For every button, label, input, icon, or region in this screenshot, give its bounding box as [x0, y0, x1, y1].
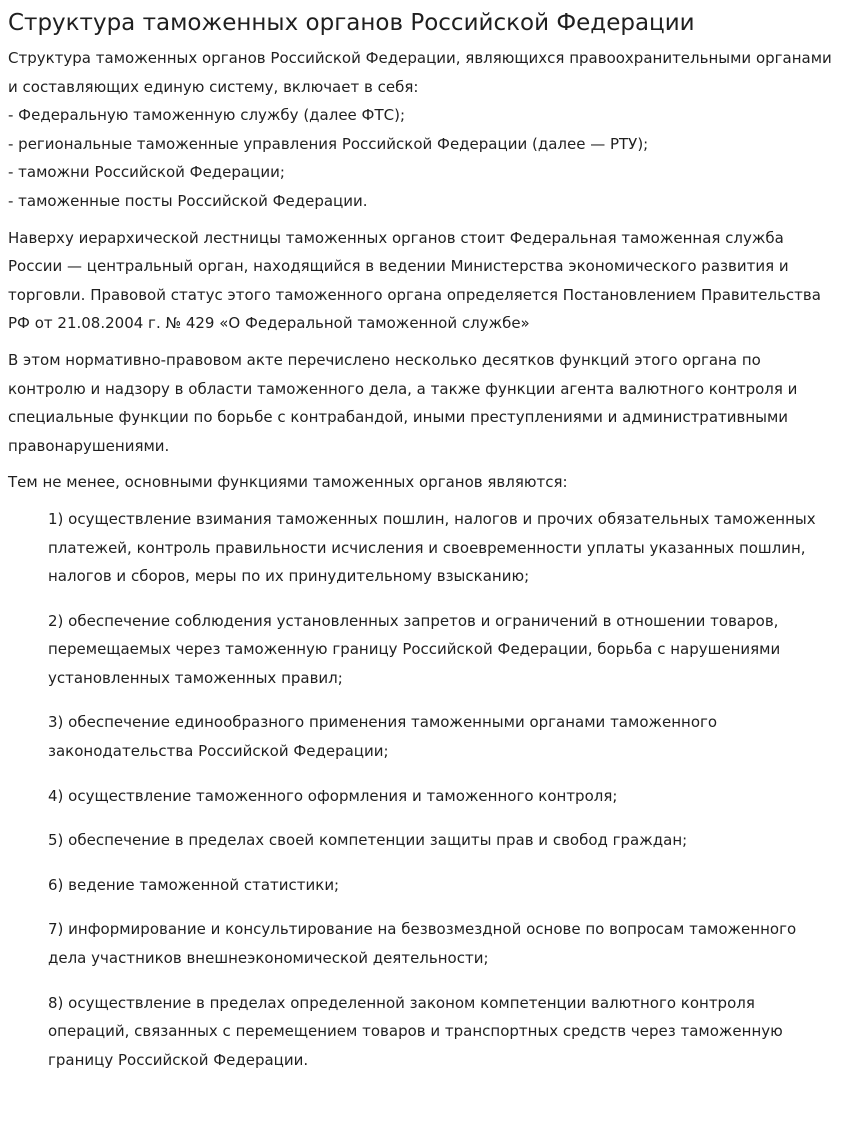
paragraph-main-functions-lead: Тем не менее, основными функциями таможенных органов являются:: [8, 473, 568, 492]
function-item: 3) обеспечение единообразного применения таможенными органами таможенного законодательства Российской Федерации;: [48, 713, 718, 761]
intro-paragraph: [8, 44, 839, 216]
function-item: 2) обеспечение соблюдения установленных запретов и ограничений в отношении товаров, перемещаемых через таможенную границу Российской Федерации, борьба с нарушениями установленных таможенных правил;: [48, 611, 781, 687]
intro-item-customs: - таможни Российской Федерации;: [8, 163, 285, 182]
intro-lead: Структура таможенных органов Российской Федерации, являющихся правоохранительными органами и составляющих единую систему, включает в себя:: [8, 49, 832, 96]
paragraph-fts-status: Наверху иерархической лестницы таможенных органов стоит Федеральная таможенная служба России — центральный орган, находящийся в ведении Министерства экономического развития и торговли. Правовой статус этого таможенного органа определяется Постановлением Правительства РФ от 21.08.2004 г. № 429 «О Федеральной таможенной службе»: [8, 228, 821, 333]
function-item: 7) информирование и консультирование на безвозмездной основе по вопросам таможенного дела участников внешнеэкономической деятельности;: [48, 920, 797, 968]
function-item: 5) обеспечение в пределах своей компетенции защиты прав и свобод граждан;: [48, 831, 688, 850]
paragraph-functions-act: В этом нормативно-правовом акте перечислено несколько десятков функций этого органа по контролю и надзору в области таможенного дела, а также функции агента валютного контроля и специальные функции по борьбе с контрабандой, иными преступлениями и административными правонарушениями.: [8, 350, 798, 455]
intro-item-fts: - Федеральную таможенную службу (далее ФТС);: [8, 106, 405, 125]
page-title: Структура таможенных органов Российской Федерации: [8, 10, 695, 36]
function-item: 4) осуществление таможенного оформления и таможенного контроля;: [48, 786, 618, 805]
intro-item-posts: - таможенные посты Российской Федерации.: [8, 191, 368, 210]
function-item: 1) осуществление взимания таможенных пошлин, налогов и прочих обязательных таможенных платежей, контроль правильности исчисления и своевременности уплаты указанных пошлин, налогов и сборов, меры по их принудительному взысканию;: [48, 509, 816, 586]
function-item: 6) ведение таможенной статистики;: [48, 875, 340, 894]
functions-list: [8, 505, 839, 1075]
function-item: 8) осуществление в пределах определенной законом компетенции валютного контроля операций, связанных с перемещением товаров и транспортных средств через таможенную границу Российской Федерации.: [48, 993, 783, 1069]
intro-item-rtu: - региональные таможенные управления Российской Федерации (далее — РТУ);: [8, 134, 649, 153]
